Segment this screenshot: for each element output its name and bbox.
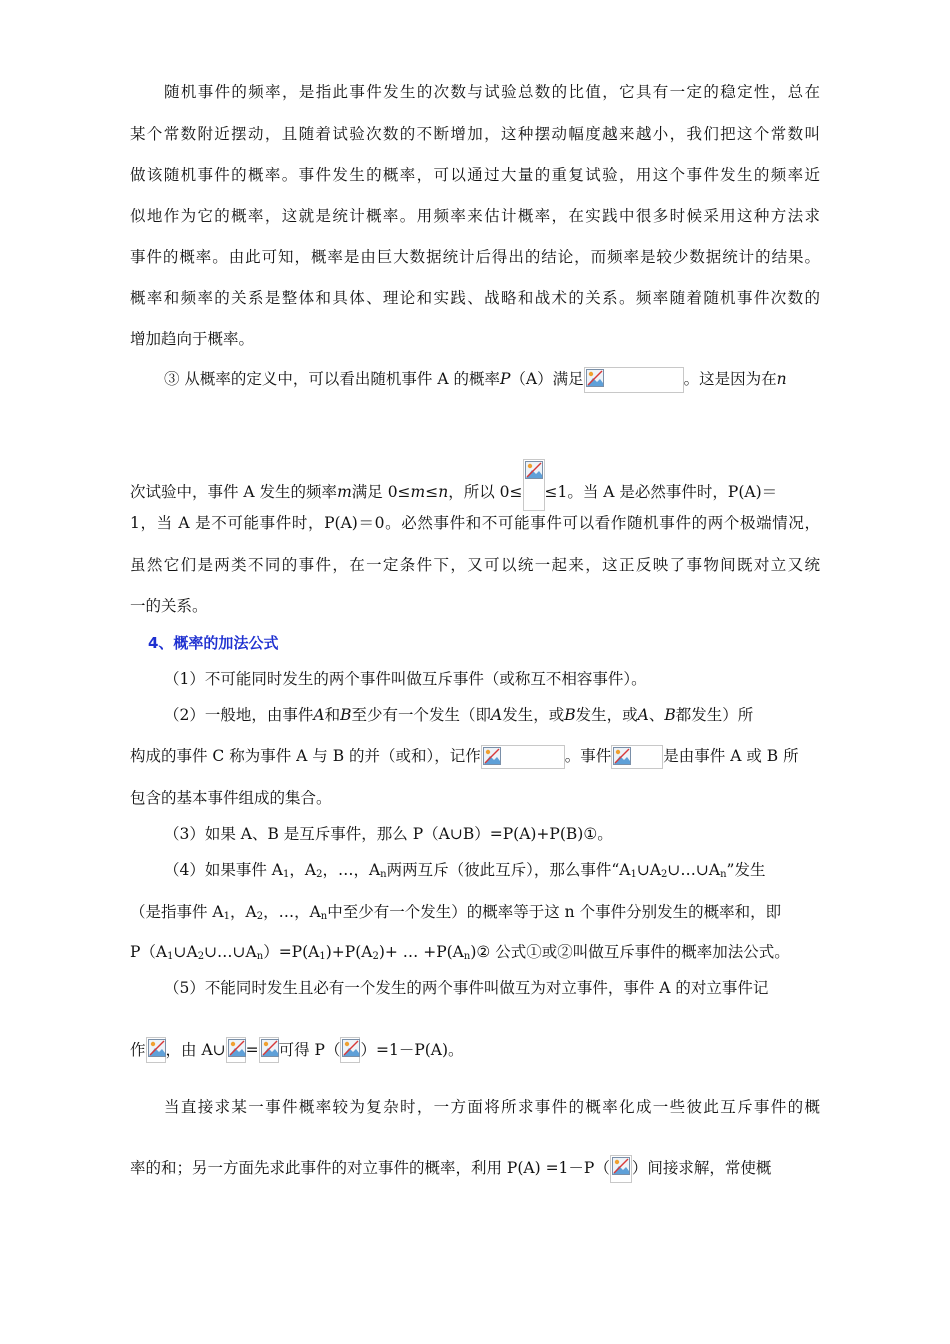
formula-image [523, 459, 545, 511]
paragraph-line: 率的和；另一方面先求此事件的对立事件的概率，利用 P(A) =1－P（ ）间接求解，常使概 [130, 1155, 771, 1183]
formula-image [259, 1037, 279, 1063]
paragraph-line: 某个常数附近摆动，且随着试验次数的不断增加，这种摆动幅度越来越小，我们把这个常数叫 [130, 125, 820, 143]
broken-image-icon [228, 1039, 246, 1057]
paragraph-line: $P(A_1\cup A_2\cup\dots\cup A_n)=P(A_1)+P(A_2)+$ … $+P(A_n)②$ 公式①或②叫做互斥事件的概率加法公式。 [130, 943, 790, 962]
formula-image [481, 745, 565, 769]
section-heading: 4、概率的加法公式 [148, 634, 279, 652]
paragraph-line: 增加趋向于概率。 [130, 330, 255, 348]
formula-image [584, 367, 684, 393]
paragraph-line: 做该随机事件的概率。事件发生的概率，可以通过大量的重复试验，用这个事件发生的频率近 [130, 166, 820, 184]
list-item: （2）一般地，由事件A和B至少有一个发生（即A发生，或B发生，或A、B都发生）所 [164, 706, 754, 724]
paragraph-line: 概率和频率的关系是整体和具体、理论和实践、战略和战术的关系。频率随着随机事件次数的 [130, 289, 820, 307]
list-item: （3）如果 A、B 是互斥事件，那么 P（A∪B）=P(A)+P(B)①。 [164, 825, 613, 843]
broken-image-icon [148, 1039, 166, 1057]
list-item: （4）如果事件 $A_1$，$A_2$，…，$A_n$两两互斥（彼此互斥），那么事件“$A_1\cup A_2\cup\dots\cup A_n$”发生 [164, 861, 766, 880]
paragraph-line: 事件的概率。由此可知，概率是由巨大数据统计后得出的结论，而频率是较少数据统计的结果。 [130, 248, 820, 266]
paragraph-line: 次试验中，事件 A 发生的频率m满足 0≤m≤n，所以 0≤ ≤1。当 A 是必然事件时，P(A)＝ [130, 459, 777, 511]
formula-image [226, 1037, 246, 1063]
paragraph-line: 随机事件的频率，是指此事件发生的次数与试验总数的比值，它具有一定的稳定性，总在 [164, 83, 820, 101]
paragraph-line: 作 ，由 A∪ = 可得 P（ ）=1－P(A)。 [130, 1037, 464, 1063]
broken-image-icon [261, 1039, 279, 1057]
formula-image [611, 745, 663, 769]
formula-image [146, 1037, 166, 1063]
broken-image-icon [612, 1157, 630, 1175]
broken-image-icon [613, 747, 631, 765]
paragraph-line: 似地作为它的概率，这就是统计概率。用频率来估计概率，在实践中很多时候采用这种方法求 [130, 207, 820, 225]
paragraph-line: 虽然它们是两类不同的事件，在一定条件下，又可以统一起来，这正反映了事物间既对立又统 [130, 556, 820, 574]
broken-image-icon [525, 461, 543, 479]
paragraph-line: （是指事件 $A_1$，$A_2$，…，$A_n$中至少有一个发生）的概率等于这 n 个事件分别发生的概率和，即 [130, 903, 782, 922]
paragraph-line: 包含的基本事件组成的集合。 [130, 789, 332, 807]
paragraph-line: 一的关系。 [130, 597, 208, 615]
paragraph-line: 当直接求某一事件概率较为复杂时，一方面将所求事件的概率化成一些彼此互斥事件的概 [164, 1098, 820, 1116]
paragraph-line: ③ 从概率的定义中，可以看出随机事件 A 的概率P（A）满足 。这是因为在n [164, 367, 787, 393]
formula-image [610, 1155, 632, 1183]
broken-image-icon [586, 369, 604, 387]
list-item: （5）不能同时发生且必有一个发生的两个事件叫做互为对立事件，事件 A 的对立事件记 [164, 979, 769, 997]
paragraph-line: 1，当 A 是不可能事件时，P(A)＝0。必然事件和不可能事件可以看作随机事件的两个极端情况， [130, 514, 820, 532]
broken-image-icon [483, 747, 501, 765]
broken-image-icon [342, 1039, 360, 1057]
paragraph-line: 构成的事件 C 称为事件 A 与 B 的并（或和），记作 。事件 是由事件 A 或 B 所 [130, 745, 799, 769]
list-item: （1）不可能同时发生的两个事件叫做互斥事件（或称互不相容事件）。 [164, 670, 647, 688]
formula-image [340, 1037, 360, 1063]
